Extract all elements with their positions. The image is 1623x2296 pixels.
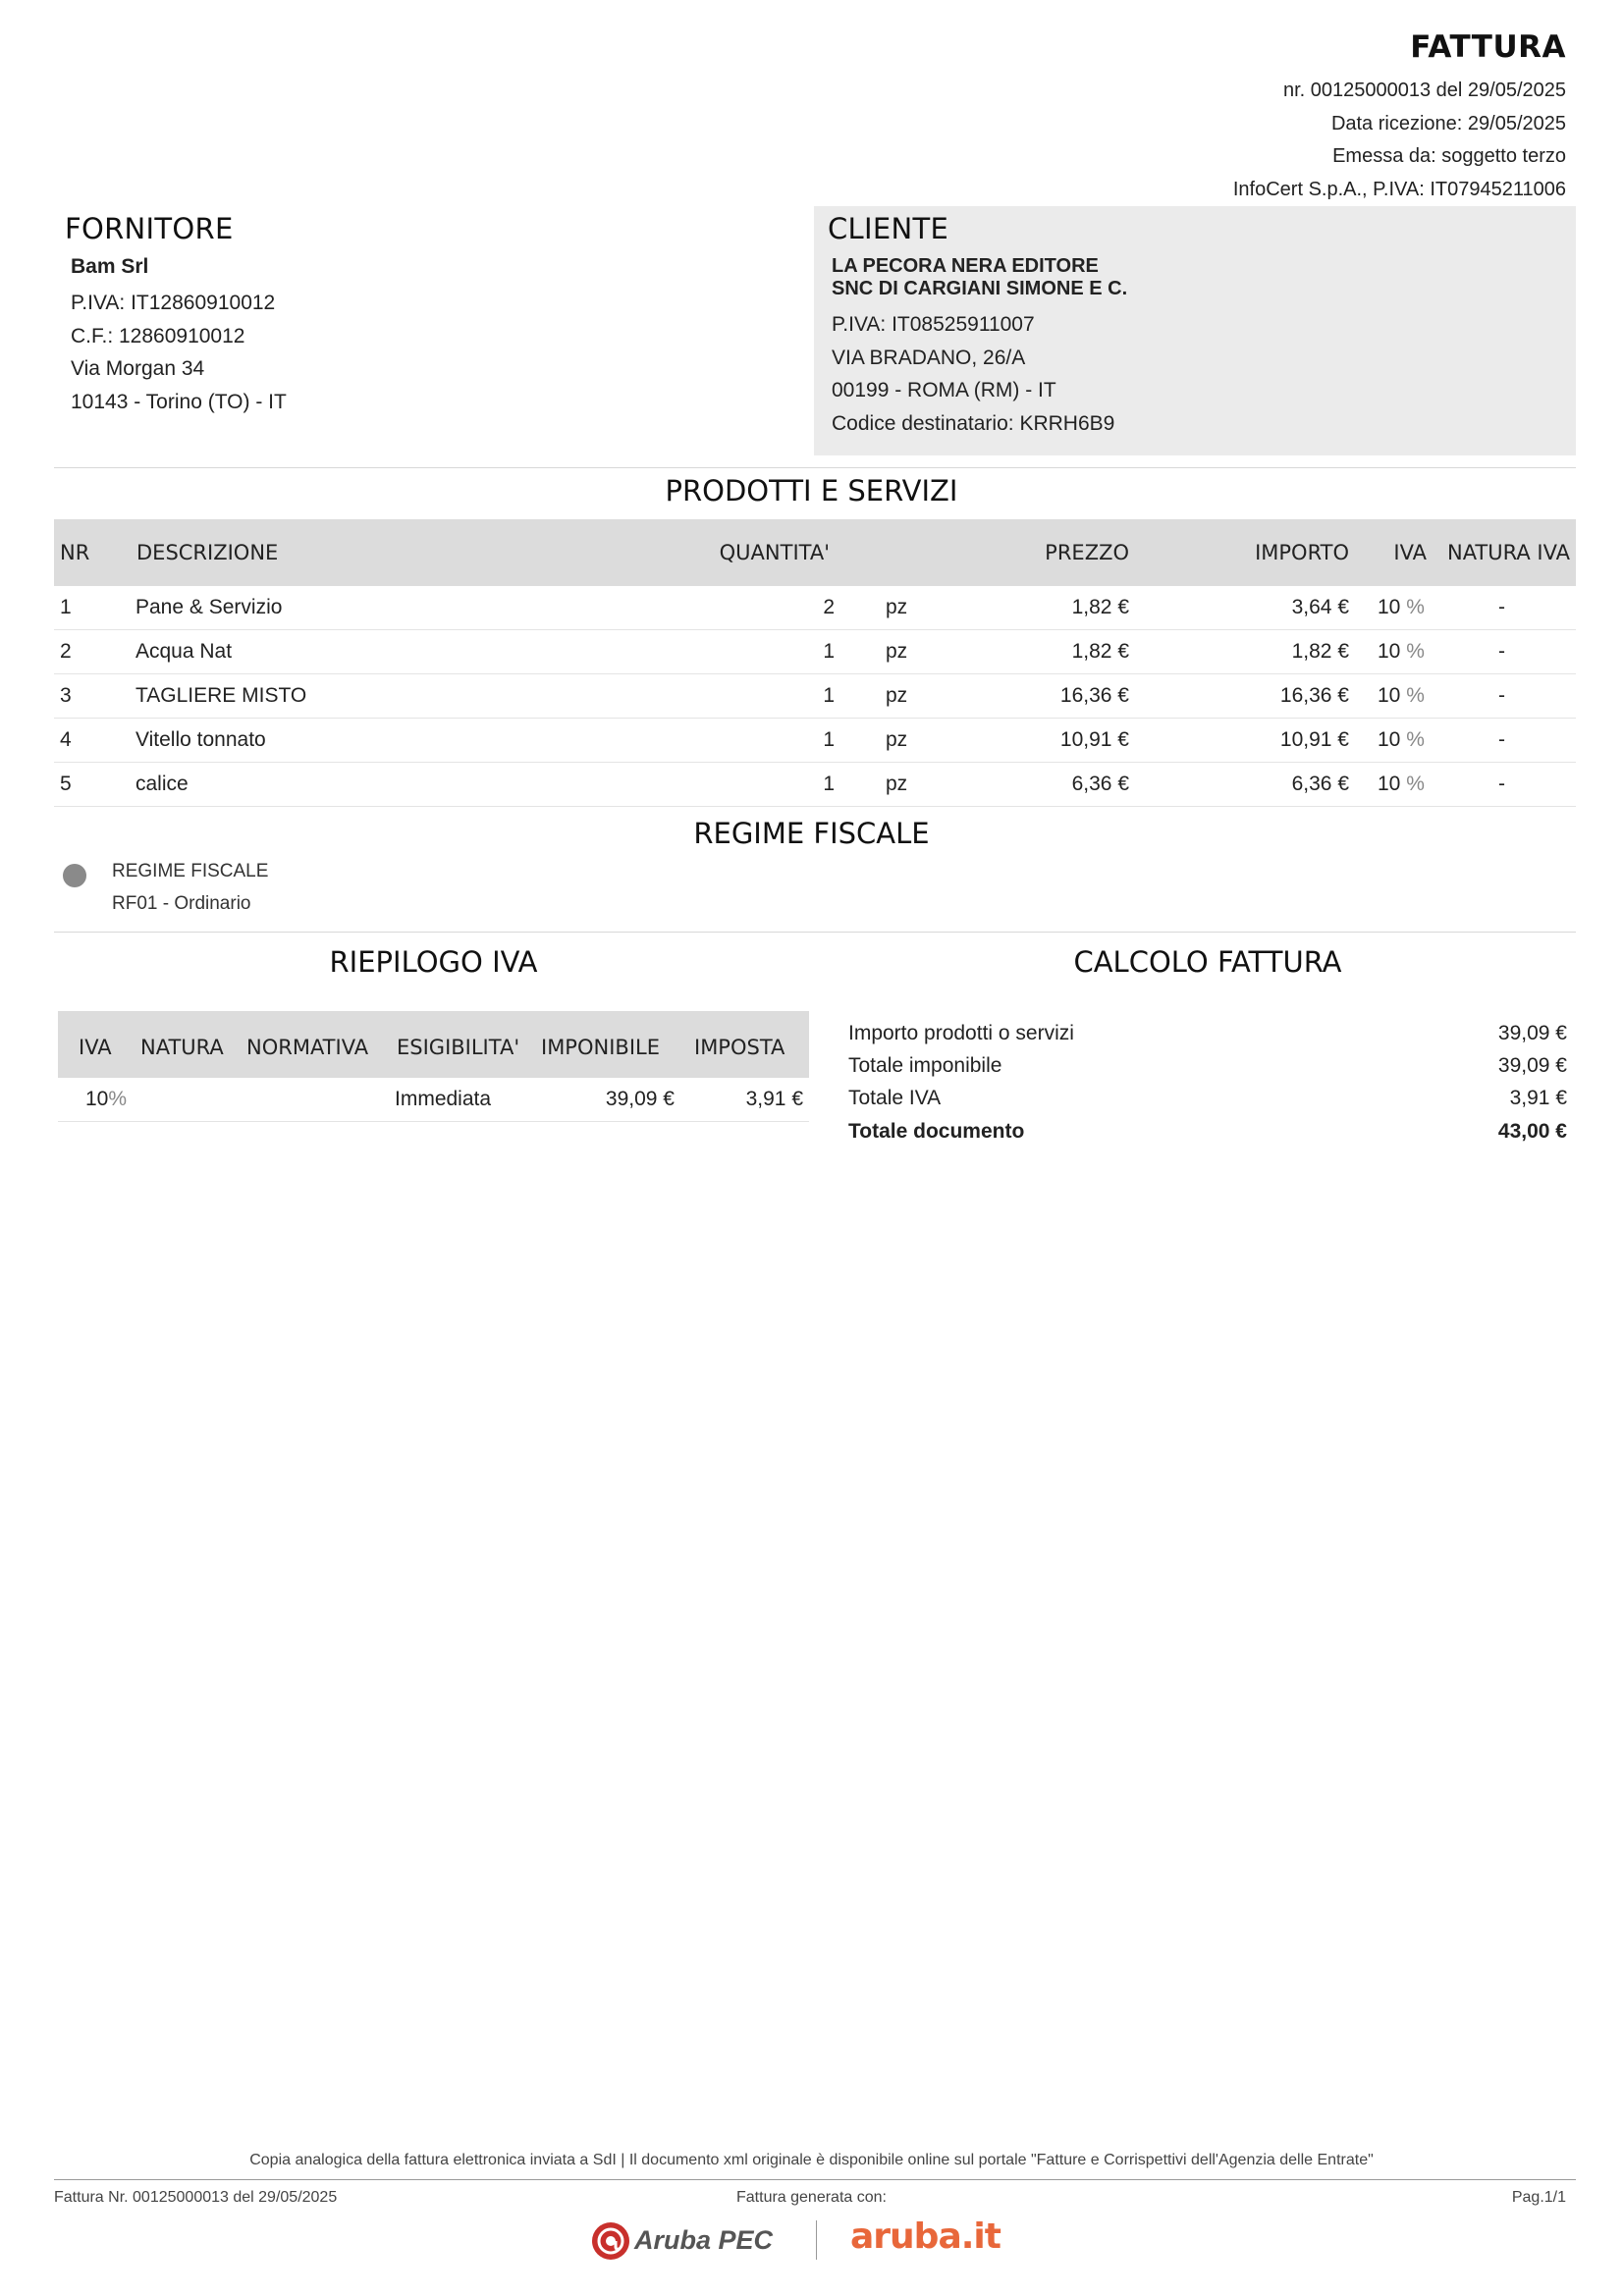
table-row xyxy=(54,674,1576,719)
row-nr: 4 xyxy=(60,728,72,751)
products-table-header xyxy=(54,519,1576,586)
supplier-tax-code: C.F.: 12860910012 xyxy=(71,324,245,347)
row-vat-percent: % xyxy=(1406,728,1425,751)
products-title: PRODOTTI E SERVIZI xyxy=(665,474,958,507)
row-description: Vitello tonnato xyxy=(135,728,266,751)
footer-invoice-ref: Fattura Nr. 00125000013 del 29/05/2025 xyxy=(54,2189,338,2206)
row-vat-percent: % xyxy=(1406,684,1425,707)
received-date: Data ricezione: 29/05/2025 xyxy=(1330,112,1566,134)
col-vat: IVA xyxy=(1393,541,1427,564)
row-quantity: 1 xyxy=(823,684,835,707)
client-block xyxy=(814,206,1576,455)
row-quantity: 1 xyxy=(823,640,835,663)
vat-taxable: 39,09 € xyxy=(605,1088,675,1110)
row-amount: 6,36 € xyxy=(1291,773,1349,795)
divider xyxy=(54,467,1576,468)
row-vat xyxy=(1378,586,1425,630)
row-price: 6,36 € xyxy=(1071,773,1129,795)
row-vat-nature: - xyxy=(1498,596,1505,618)
document-title: FATTURA xyxy=(1410,29,1566,65)
row-vat-rate: 10 xyxy=(1378,596,1401,618)
col-price: PREZZO xyxy=(1045,541,1129,564)
calc-products-amount xyxy=(848,1017,1567,1049)
logo-divider xyxy=(816,2220,817,2260)
row-unit: pz xyxy=(886,684,908,707)
row-description: TAGLIERE MISTO xyxy=(135,684,307,707)
vat-summary-row xyxy=(58,1078,809,1122)
supplier-title: FORNITORE xyxy=(65,212,234,245)
row-unit: pz xyxy=(886,773,908,795)
row-vat-percent: % xyxy=(1406,640,1425,663)
row-nr: 5 xyxy=(60,773,72,795)
regime-value: RF01 - Ordinario xyxy=(112,893,251,914)
row-vat-rate: 10 xyxy=(1378,728,1401,751)
row-vat-nature: - xyxy=(1498,684,1505,707)
row-nr: 3 xyxy=(60,684,72,707)
row-vat xyxy=(1378,674,1425,719)
row-price: 16,36 € xyxy=(1059,684,1129,707)
calc-label: Totale documento xyxy=(848,1120,1025,1143)
row-vat-percent: % xyxy=(1406,773,1425,795)
vat-rate-percent: % xyxy=(108,1088,128,1110)
calc-value: 43,00 € xyxy=(1497,1120,1567,1143)
col-taxable: IMPONIBILE xyxy=(541,1036,660,1059)
aruba-pec-text: Aruba PEC xyxy=(634,2225,774,2255)
col-tax: IMPOSTA xyxy=(694,1036,785,1059)
row-price: 1,82 € xyxy=(1071,596,1129,618)
row-quantity: 2 xyxy=(823,596,835,618)
row-vat xyxy=(1378,719,1425,763)
vat-summary-header xyxy=(58,1011,809,1078)
row-price: 10,91 € xyxy=(1059,728,1129,751)
table-row xyxy=(54,763,1576,807)
client-title: CLIENTE xyxy=(828,212,949,245)
row-nr: 1 xyxy=(60,596,72,618)
row-description: Pane & Servizio xyxy=(135,596,283,618)
vat-summary-title: RIEPILOGO IVA xyxy=(329,945,538,979)
calc-taxable-total xyxy=(848,1049,1567,1082)
row-unit: pz xyxy=(886,596,908,618)
footer-generated-with: Fattura generata con: xyxy=(736,2189,887,2206)
row-quantity: 1 xyxy=(823,773,835,795)
col-description: DESCRIZIONE xyxy=(136,541,279,564)
table-row xyxy=(54,719,1576,763)
issuer-info: InfoCert S.p.A., P.IVA: IT07945211006 xyxy=(1232,178,1566,200)
regime-title: REGIME FISCALE xyxy=(693,817,930,850)
row-quantity: 1 xyxy=(823,728,835,751)
col-vat-nature: NATURA IVA xyxy=(1446,541,1570,564)
document-header xyxy=(1233,29,1566,206)
col-vat: IVA xyxy=(79,1036,112,1059)
row-description: calice xyxy=(135,773,189,795)
client-street: VIA BRADANO, 26/A xyxy=(832,346,1026,369)
invoice-number: nr. 00125000013 del 29/05/2025 xyxy=(1282,80,1566,101)
table-row xyxy=(54,630,1576,674)
supplier-block xyxy=(54,212,604,418)
row-amount: 10,91 € xyxy=(1279,728,1349,751)
col-quantity: QUANTITA' xyxy=(719,541,830,564)
col-nr: NR xyxy=(60,541,90,564)
supplier-name: Bam Srl xyxy=(71,255,149,278)
page-number: Pag.1/1 xyxy=(1511,2189,1566,2206)
calc-value: 39,09 € xyxy=(1497,1054,1567,1077)
client-name-line2: SNC DI CARGIANI SIMONE E C. xyxy=(832,278,1128,299)
vat-rate xyxy=(85,1078,127,1122)
col-regulation: NORMATIVA xyxy=(246,1036,369,1059)
col-nature: NATURA xyxy=(140,1036,224,1059)
aruba-pec-logo xyxy=(589,2220,785,2262)
supplier-city: 10143 - Torino (TO) - IT xyxy=(71,390,287,413)
aruba-it-logo: aruba.it xyxy=(850,2216,1001,2257)
row-description: Acqua Nat xyxy=(135,640,233,663)
supplier-street: Via Morgan 34 xyxy=(71,357,205,380)
col-chargeability: ESIGIBILITA' xyxy=(397,1036,520,1059)
row-vat-nature: - xyxy=(1498,640,1505,663)
footer-note: Copia analogica della fattura elettronica inviata a SdI | Il documento xml originale è disponibile online sul portale "Fatture e Corrispettivi dell'Agenzia delle Entrate" xyxy=(249,2152,1374,2168)
row-amount: 1,82 € xyxy=(1291,640,1349,663)
row-amount: 3,64 € xyxy=(1291,596,1349,618)
client-city: 00199 - ROMA (RM) - IT xyxy=(832,379,1056,401)
row-amount: 16,36 € xyxy=(1279,684,1349,707)
supplier-vat: P.IVA: IT12860910012 xyxy=(71,292,276,314)
row-unit: pz xyxy=(886,728,908,751)
client-vat: P.IVA: IT08525911007 xyxy=(832,313,1035,336)
footer-divider xyxy=(54,2179,1576,2180)
row-vat-nature: - xyxy=(1498,728,1505,751)
client-recipient-code: Codice destinatario: KRRH6B9 xyxy=(832,411,1115,435)
row-vat-percent: % xyxy=(1406,596,1425,618)
calc-value: 39,09 € xyxy=(1497,1022,1567,1044)
calculation-title: CALCOLO FATTURA xyxy=(1073,945,1342,979)
regime-label: REGIME FISCALE xyxy=(112,861,269,881)
row-vat-nature: - xyxy=(1498,773,1505,795)
row-vat xyxy=(1378,630,1425,674)
col-amount: IMPORTO xyxy=(1255,541,1349,564)
calc-vat-total xyxy=(848,1082,1567,1114)
calc-label: Totale imponibile xyxy=(848,1054,1002,1077)
table-row xyxy=(54,586,1576,630)
row-vat xyxy=(1378,763,1425,807)
row-vat-rate: 10 xyxy=(1378,684,1401,707)
calc-value: 3,91 € xyxy=(1509,1087,1567,1109)
row-price: 1,82 € xyxy=(1071,640,1129,663)
client-name-line1: LA PECORA NERA EDITORE xyxy=(832,255,1099,277)
calc-document-total xyxy=(848,1115,1567,1148)
issued-by: Emessa da: soggetto terzo xyxy=(1332,145,1566,167)
vat-tax: 3,91 € xyxy=(745,1088,803,1110)
row-vat-rate: 10 xyxy=(1378,773,1401,795)
calc-label: Totale IVA xyxy=(848,1087,942,1109)
row-unit: pz xyxy=(886,640,908,663)
divider xyxy=(54,932,1576,933)
vat-rate-value: 10 xyxy=(85,1088,109,1110)
bullet-icon xyxy=(63,864,86,887)
vat-chargeability: Immediata xyxy=(395,1088,492,1110)
row-vat-rate: 10 xyxy=(1378,640,1401,663)
calc-label: Importo prodotti o servizi xyxy=(848,1022,1074,1044)
row-nr: 2 xyxy=(60,640,72,663)
